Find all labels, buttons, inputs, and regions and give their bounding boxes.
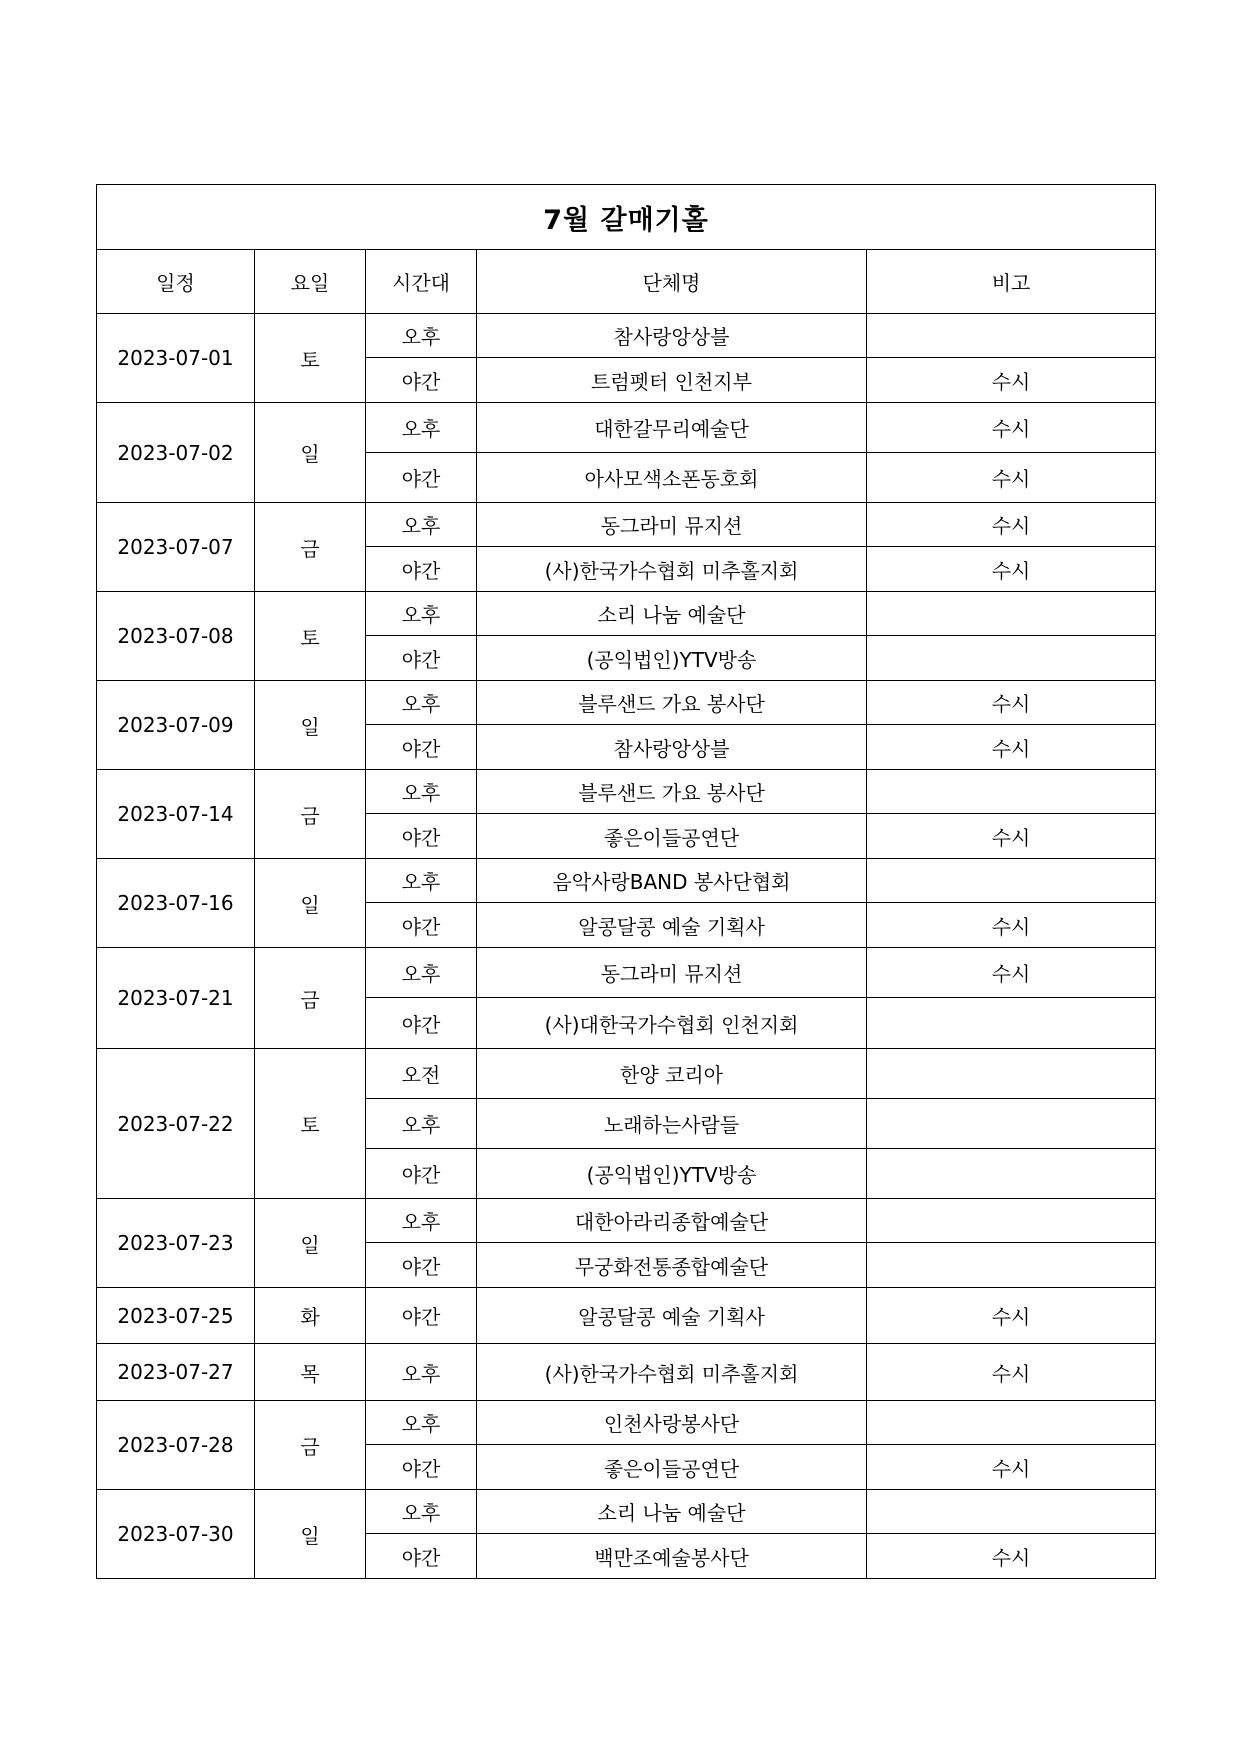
table-row — [97, 314, 1156, 358]
group-cell: 참사랑앙상블 — [477, 725, 867, 770]
note-cell: 수시 — [867, 903, 1156, 948]
table-row — [97, 770, 1156, 814]
time-cell: 야간 — [366, 1288, 477, 1344]
schedule-table — [96, 184, 1156, 1579]
group-cell: 동그라미 뮤지션 — [477, 948, 867, 998]
date-cell: 2023-07-01 — [97, 314, 255, 403]
note-cell: 수시 — [867, 948, 1156, 998]
time-cell: 야간 — [366, 903, 477, 948]
day-cell: 일 — [255, 681, 366, 770]
note-cell — [867, 1049, 1156, 1099]
table-row — [97, 1199, 1156, 1243]
group-cell: 백만조예술봉사단 — [477, 1534, 867, 1579]
day-cell: 금 — [255, 770, 366, 859]
table-row — [97, 403, 1156, 453]
header-time: 시간대 — [366, 250, 477, 314]
time-cell: 오전 — [366, 1049, 477, 1099]
group-cell: 대한아라리종합예술단 — [477, 1199, 867, 1243]
table-row — [97, 681, 1156, 725]
time-cell: 야간 — [366, 547, 477, 592]
day-cell: 토 — [255, 592, 366, 681]
note-cell — [867, 1401, 1156, 1445]
date-cell: 2023-07-21 — [97, 948, 255, 1049]
note-cell — [867, 859, 1156, 903]
day-cell: 일 — [255, 859, 366, 948]
group-cell: 알콩달콩 예술 기획사 — [477, 903, 867, 948]
note-cell: 수시 — [867, 503, 1156, 547]
note-cell: 수시 — [867, 725, 1156, 770]
note-cell — [867, 770, 1156, 814]
date-cell: 2023-07-28 — [97, 1401, 255, 1490]
day-cell: 금 — [255, 1401, 366, 1490]
group-cell: (사)한국가수협회 미추홀지회 — [477, 1344, 867, 1401]
time-cell: 오후 — [366, 1344, 477, 1401]
group-cell: 노래하는사람들 — [477, 1099, 867, 1149]
header-group: 단체명 — [477, 250, 867, 314]
day-cell: 목 — [255, 1344, 366, 1401]
time-cell: 오후 — [366, 770, 477, 814]
time-cell: 오후 — [366, 1401, 477, 1445]
group-cell: 무궁화전통종합예술단 — [477, 1243, 867, 1288]
table-row — [97, 1401, 1156, 1445]
time-cell: 야간 — [366, 1243, 477, 1288]
group-cell: (공익법인)YTV방송 — [477, 636, 867, 681]
time-cell: 야간 — [366, 636, 477, 681]
table-row — [97, 948, 1156, 998]
note-cell — [867, 1199, 1156, 1243]
note-cell: 수시 — [867, 681, 1156, 725]
table-row — [97, 1344, 1156, 1401]
date-cell: 2023-07-22 — [97, 1049, 255, 1199]
table-row — [97, 1490, 1156, 1534]
group-cell: 트럼펫터 인천지부 — [477, 358, 867, 403]
note-cell: 수시 — [867, 453, 1156, 503]
date-cell: 2023-07-16 — [97, 859, 255, 948]
group-cell: 인천사랑봉사단 — [477, 1401, 867, 1445]
day-cell: 토 — [255, 314, 366, 403]
group-cell: 좋은이들공연단 — [477, 1445, 867, 1490]
date-cell: 2023-07-08 — [97, 592, 255, 681]
day-cell: 화 — [255, 1288, 366, 1344]
day-cell: 일 — [255, 1199, 366, 1288]
note-cell — [867, 636, 1156, 681]
group-cell: 알콩달콩 예술 기획사 — [477, 1288, 867, 1344]
group-cell: 아사모색소폰동호회 — [477, 453, 867, 503]
date-cell: 2023-07-07 — [97, 503, 255, 592]
time-cell: 야간 — [366, 1445, 477, 1490]
note-cell: 수시 — [867, 1288, 1156, 1344]
header-note: 비고 — [867, 250, 1156, 314]
table-row — [97, 1288, 1156, 1344]
time-cell: 야간 — [366, 998, 477, 1049]
time-cell: 오후 — [366, 314, 477, 358]
day-cell: 일 — [255, 403, 366, 503]
group-cell: (사)한국가수협회 미추홀지회 — [477, 547, 867, 592]
schedule-document — [96, 184, 1155, 1579]
table-row — [97, 1049, 1156, 1099]
table-row — [97, 859, 1156, 903]
date-cell: 2023-07-27 — [97, 1344, 255, 1401]
time-cell: 야간 — [366, 1534, 477, 1579]
note-cell: 수시 — [867, 547, 1156, 592]
note-cell — [867, 592, 1156, 636]
time-cell: 오후 — [366, 948, 477, 998]
date-cell: 2023-07-14 — [97, 770, 255, 859]
group-cell: 소리 나눔 예술단 — [477, 1490, 867, 1534]
time-cell: 오후 — [366, 1099, 477, 1149]
header-day: 요일 — [255, 250, 366, 314]
group-cell: 한양 코리아 — [477, 1049, 867, 1099]
note-cell — [867, 314, 1156, 358]
time-cell: 오후 — [366, 592, 477, 636]
time-cell: 야간 — [366, 814, 477, 859]
time-cell: 오후 — [366, 859, 477, 903]
note-cell — [867, 1099, 1156, 1149]
group-cell: 동그라미 뮤지션 — [477, 503, 867, 547]
time-cell: 야간 — [366, 453, 477, 503]
note-cell: 수시 — [867, 1344, 1156, 1401]
note-cell: 수시 — [867, 1445, 1156, 1490]
date-cell: 2023-07-02 — [97, 403, 255, 503]
day-cell: 금 — [255, 948, 366, 1049]
note-cell — [867, 1490, 1156, 1534]
date-cell: 2023-07-09 — [97, 681, 255, 770]
time-cell: 오후 — [366, 1490, 477, 1534]
group-cell: 소리 나눔 예술단 — [477, 592, 867, 636]
table-row — [97, 503, 1156, 547]
time-cell: 야간 — [366, 358, 477, 403]
note-cell: 수시 — [867, 358, 1156, 403]
time-cell: 오후 — [366, 503, 477, 547]
group-cell: 블루샌드 가요 봉사단 — [477, 681, 867, 725]
table-row — [97, 592, 1156, 636]
date-cell: 2023-07-23 — [97, 1199, 255, 1288]
note-cell: 수시 — [867, 814, 1156, 859]
header-date: 일정 — [97, 250, 255, 314]
note-cell: 수시 — [867, 1534, 1156, 1579]
day-cell: 토 — [255, 1049, 366, 1199]
date-cell: 2023-07-30 — [97, 1490, 255, 1579]
group-cell: 좋은이들공연단 — [477, 814, 867, 859]
group-cell: 음악사랑BAND 봉사단협회 — [477, 859, 867, 903]
note-cell — [867, 1243, 1156, 1288]
date-cell: 2023-07-25 — [97, 1288, 255, 1344]
time-cell: 야간 — [366, 725, 477, 770]
note-cell: 수시 — [867, 403, 1156, 453]
note-cell — [867, 1149, 1156, 1199]
group-cell: 블루샌드 가요 봉사단 — [477, 770, 867, 814]
time-cell: 야간 — [366, 1149, 477, 1199]
day-cell: 금 — [255, 503, 366, 592]
time-cell: 오후 — [366, 681, 477, 725]
note-cell — [867, 998, 1156, 1049]
table-title: 7월 갈매기홀 — [97, 185, 1156, 250]
group-cell: (사)대한국가수협회 인천지회 — [477, 998, 867, 1049]
group-cell: 대한갈무리예술단 — [477, 403, 867, 453]
group-cell: 참사랑앙상블 — [477, 314, 867, 358]
group-cell: (공익법인)YTV방송 — [477, 1149, 867, 1199]
time-cell: 오후 — [366, 403, 477, 453]
day-cell: 일 — [255, 1490, 366, 1579]
time-cell: 오후 — [366, 1199, 477, 1243]
